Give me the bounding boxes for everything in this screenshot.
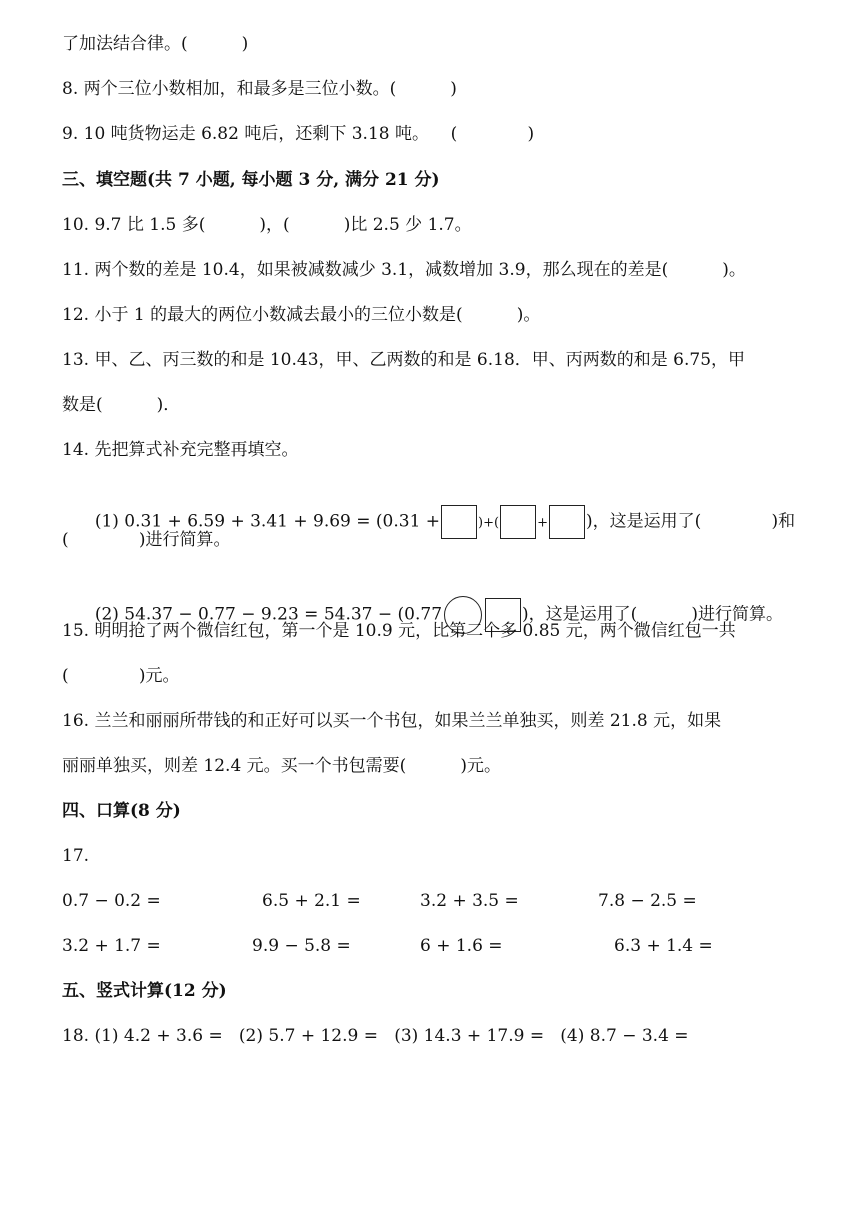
q14-1-suffix: )，这是运用了( )和 — [586, 511, 796, 532]
question-8: 8. 两个三位小数相加，和最多是三位小数。( ) — [62, 79, 457, 99]
q14-1-mid2: + — [537, 515, 548, 531]
question-17: 17. — [62, 846, 90, 866]
continued-text: 了加法结合律。( ) — [62, 34, 249, 54]
oral-calc-r1c2: 6.5 + 2.1 = — [262, 891, 361, 911]
section-3-heading: 三、填空题(共 7 小题, 每小题 3 分, 满分 21 分) — [62, 170, 440, 190]
question-10: 10. 9.7 比 1.5 多( )，( )比 2.5 少 1.7。 — [62, 215, 472, 235]
question-16-line1: 16. 兰兰和丽丽所带钱的和正好可以买一个书包，如果兰兰单独买，则差 21.8 元，如果 — [62, 711, 722, 731]
question-9: 9. 10 吨货物运走 6.82 吨后，还剩下 3.18 吨。 ( ) — [62, 124, 535, 144]
question-18: 18. (1) 4.2 + 3.6 = (2) 5.7 + 12.9 = (3) 14.3 + 17.9 = (4) 8.7 − 3.4 = — [62, 1026, 689, 1046]
oral-calc-r1c4: 7.8 − 2.5 = — [598, 891, 697, 911]
oral-calc-r2c2: 9.9 − 5.8 = — [252, 936, 351, 956]
section-5-heading: 五、竖式计算(12 分) — [62, 981, 227, 1001]
oral-calc-r2c1: 3.2 + 1.7 = — [62, 936, 161, 956]
question-14-part1-cont: ( )进行简算。 — [62, 530, 231, 550]
question-13-line1: 13. 甲、乙、丙三数的和是 10.43，甲、乙两数的和是 6.18．甲、丙两数的和是 6.75，甲 — [62, 350, 746, 370]
oral-calc-r1c3: 3.2 + 3.5 = — [420, 891, 519, 911]
oral-calc-r2c4: 6.3 + 1.4 = — [614, 936, 713, 956]
question-15-line2: ( )元。 — [62, 666, 180, 686]
oral-calc-r2c3: 6 + 1.6 = — [420, 936, 503, 956]
question-12: 12. 小于 1 的最大的两位小数减去最小的三位小数是( )。 — [62, 305, 541, 325]
question-16-line2: 丽丽单独买，则差 12.4 元。买一个书包需要( )元。 — [62, 756, 501, 776]
section-4-heading: 四、口算(8 分) — [62, 801, 181, 821]
question-15-line1: 15. 明明抢了两个微信红包，第一个是 10.9 元，比第二个多 0.85 元，两个微信红包一共 — [62, 621, 736, 641]
q14-2-prefix: (2) 54.37 − 0.77 − 9.23 = 54.37 − (0.77 — [94, 604, 443, 625]
oral-calc-r1c1: 0.7 − 0.2 = — [62, 891, 161, 911]
q14-1-mid1: )+( — [478, 515, 500, 531]
question-13-line2: 数是( )． — [62, 395, 181, 415]
question-11: 11. 两个数的差是 10.4，如果被减数减少 3.1，减数增加 3.9，那么现在的差是( )。 — [62, 260, 746, 280]
q14-2-suffix: )，这是运用了( )进行简算。 — [522, 604, 783, 625]
q14-1-prefix: (1) 0.31 + 6.59 + 3.41 + 9.69 = (0.31 + — [94, 511, 441, 532]
question-14: 14. 先把算式补充完整再填空。 — [62, 440, 299, 460]
